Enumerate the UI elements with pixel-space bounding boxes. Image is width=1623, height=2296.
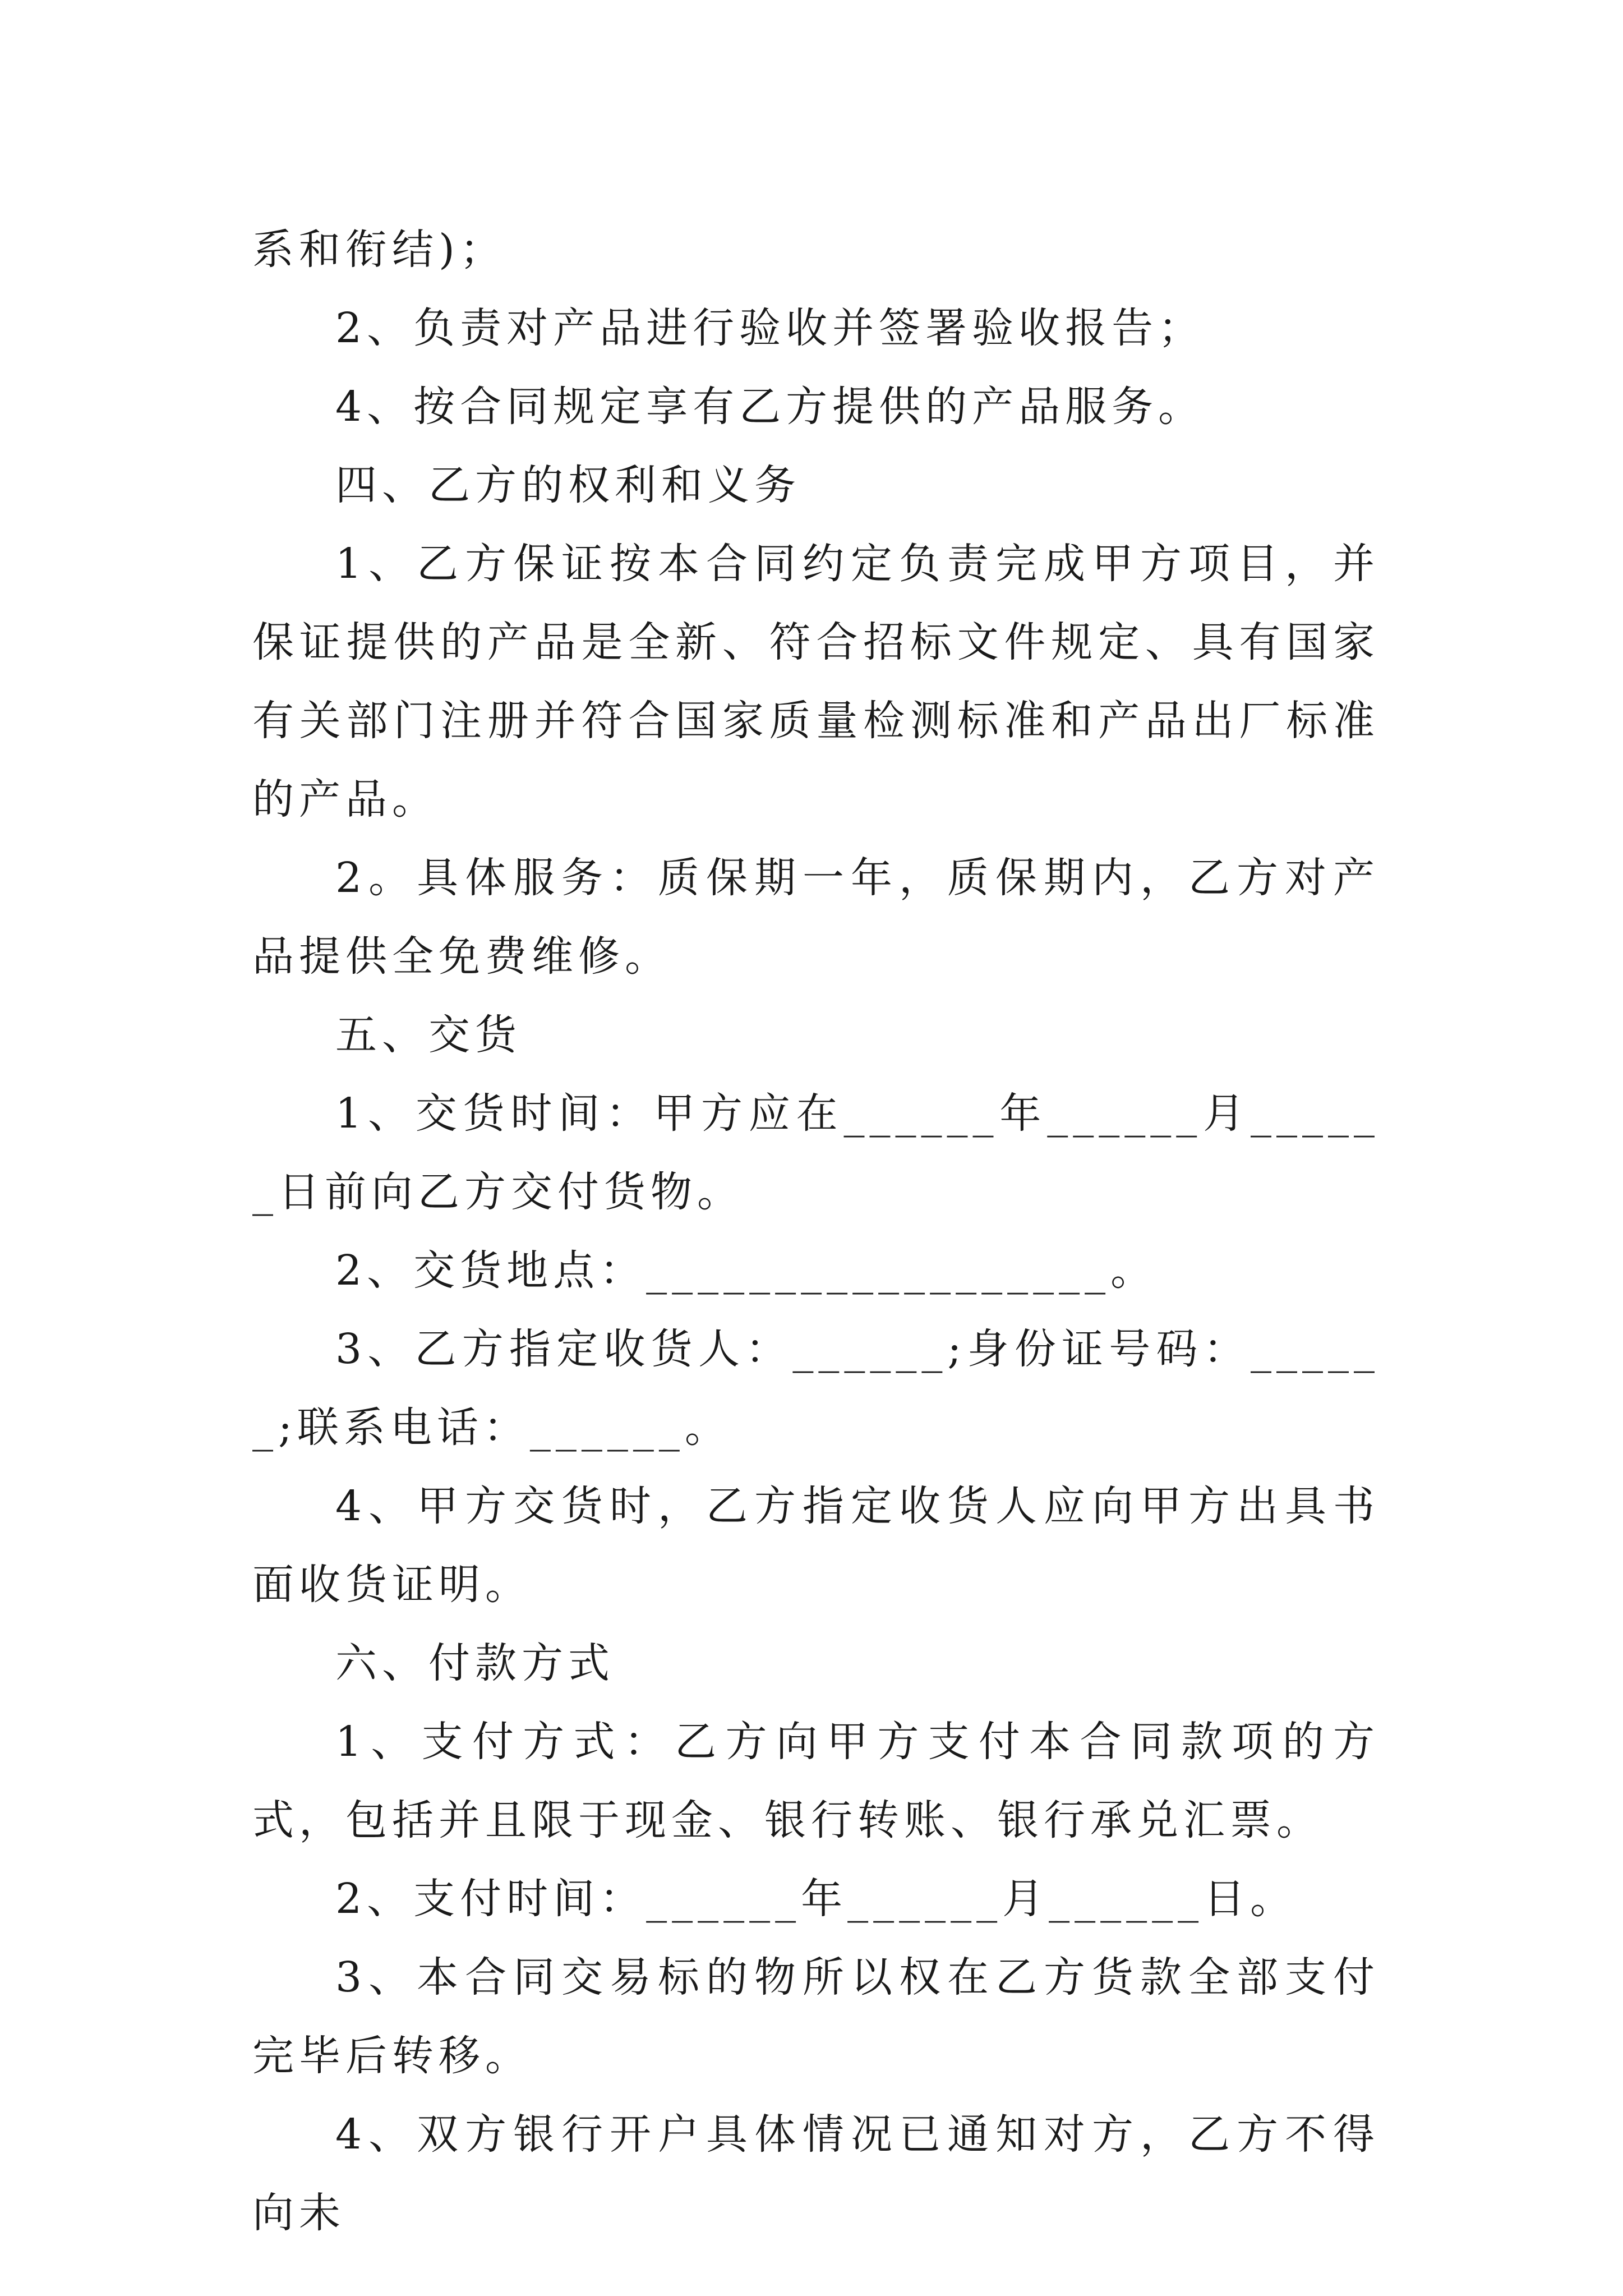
paragraph-ownership-transfer: 3、本合同交易标的物所以权在乙方货款全部支付完毕后转移。 <box>252 1953 1380 2080</box>
paragraph-delivery-time: 1、交货时间：甲方应在______年______月______日前向乙方交付货物。 <box>252 1089 1380 1216</box>
paragraph-seller-duty-2: 2。具体服务：质保期一年，质保期内，乙方对产品提供全免费维修。 <box>252 854 1380 981</box>
paragraph-buyer-duty-2: 2、负责对产品进行验收并签署验收报告； <box>335 304 1205 352</box>
section-heading-delivery: 五、交货 <box>335 1011 522 1059</box>
paragraph-payment-time: 2、支付时间：______年______月______日。 <box>335 1875 1297 1923</box>
paragraph-receipt-proof: 4、甲方交货时，乙方指定收货人应向甲方出具书面收货证明。 <box>252 1482 1380 1609</box>
paragraph-buyer-duty-4: 4、按合同规定享有乙方提供的产品服务。 <box>335 383 1205 431</box>
paragraph-continuation: 系和衔结)； <box>252 226 506 274</box>
paragraph-consignee: 3、乙方指定收货人：______;身份证号码：______;联系电话：______。 <box>252 1325 1380 1452</box>
paragraph-payment-method: 1、支付方式：乙方向甲方支付本合同款项的方式，包括并且限于现金、银行转账、银行承兑汇票。 <box>252 1718 1380 1844</box>
section-heading-seller-rights: 四、乙方的权利和义务 <box>335 461 801 509</box>
document-body <box>252 210 1380 2252</box>
paragraph-seller-duty-1: 1、乙方保证按本合同约定负责完成甲方项目，并保证提供的产品是全新、符合招标文件规定、具有国家有关部门注册并符合国家质量检测标准和产品出厂标准的产品。 <box>252 540 1380 823</box>
section-heading-payment: 六、付款方式 <box>335 1639 615 1687</box>
paragraph-delivery-place: 2、交货地点：__________________。 <box>335 1246 1158 1295</box>
paragraph-bank-accounts: 4、双方银行开户具体情况已通知对方，乙方不得向未 <box>252 2110 1380 2237</box>
